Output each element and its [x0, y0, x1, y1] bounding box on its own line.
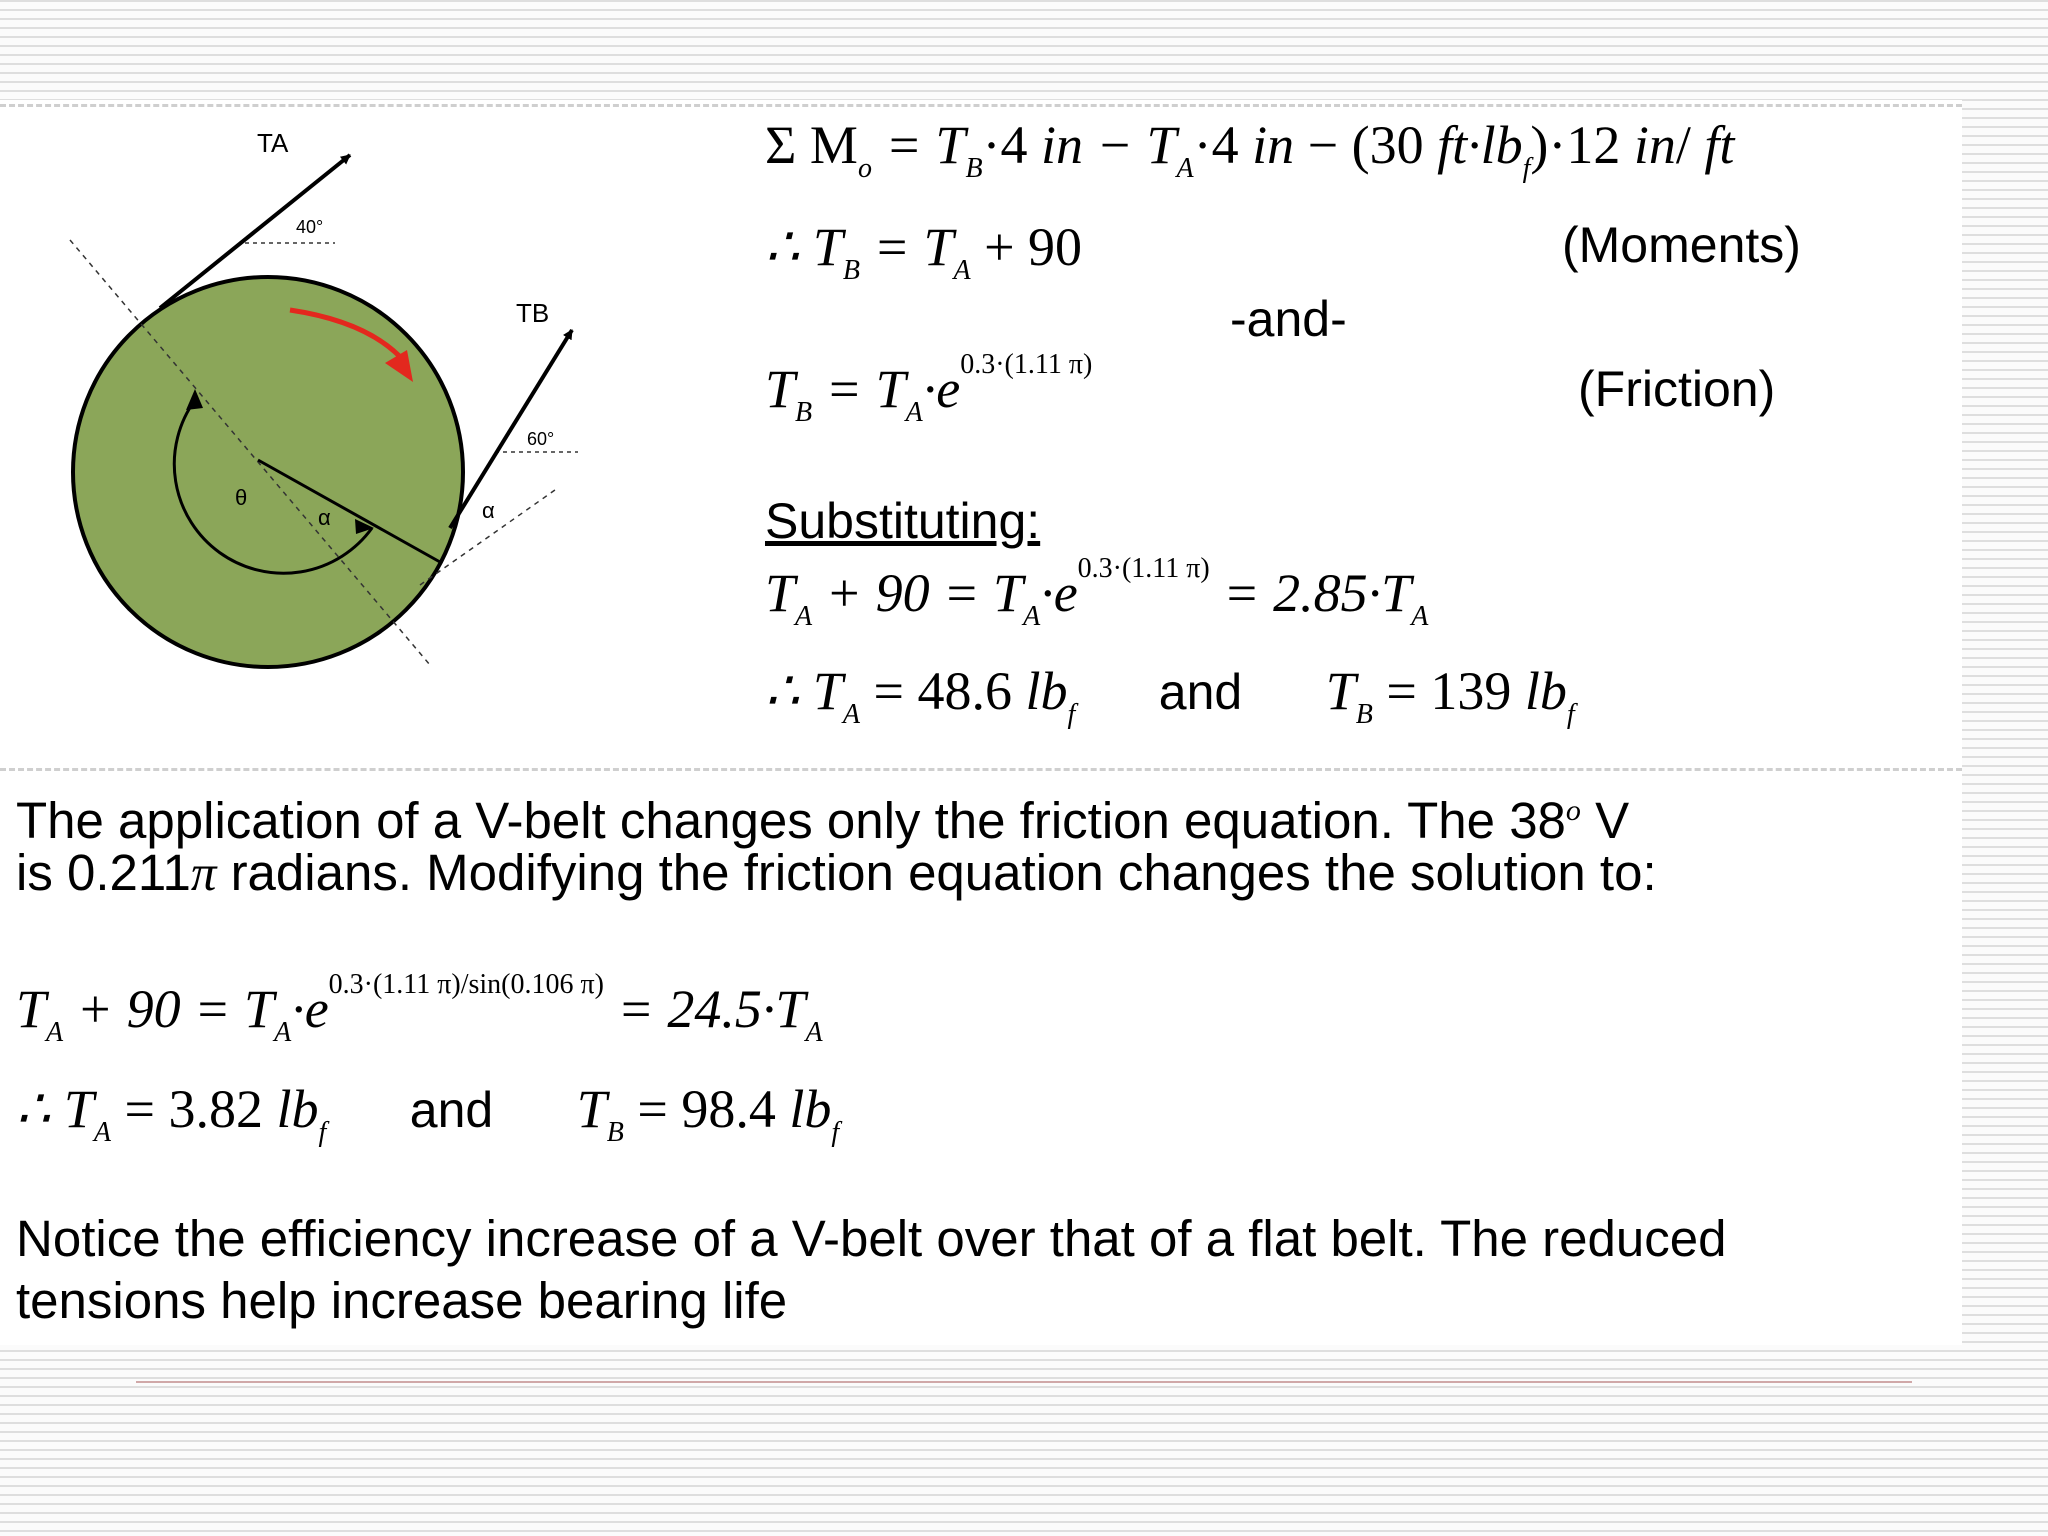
pulley-circle	[73, 277, 463, 667]
vbelt-paragraph-line-2: is 0.211π radians. Modifying the friction equation changes the solution to:	[16, 844, 1657, 902]
vbelt-result: ∴ $T_A = 3.82$ $lb_f$ and $T_B = 98.4$ $lb_f$	[16, 1079, 840, 1148]
substituting-heading: Substituting:	[765, 493, 1041, 549]
notice-line-1: Notice the efficiency increase of a V-belt over that of a flat belt. The reduced	[16, 1210, 1727, 1267]
moments-label: (Moments)	[1562, 217, 1801, 273]
footer-rule	[136, 1381, 1912, 1383]
angle-60-label: 60°	[527, 429, 555, 449]
vbelt-friction-equation: $T_A + 90 = T_A\cdot e^{0.3\cdot(1.11 \pi)/sin(0.106 \pi)} = 24.5\cdot T_A$	[16, 969, 823, 1048]
label-tb: TB	[516, 298, 550, 328]
notice-line-2: tensions help increase bearing life	[16, 1272, 788, 1329]
divider-middle	[0, 768, 1962, 771]
and-label: -and-	[1230, 291, 1347, 347]
therefore-tb-equation: ∴ $T_B = T_A + 90$	[765, 217, 1083, 286]
angle-40-label: 40°	[296, 217, 324, 237]
friction-label: (Friction)	[1578, 361, 1776, 417]
label-ta: TA	[257, 128, 289, 158]
friction-equation: $T_B = T_A\cdot e^{0.3\cdot(1.11 \pi)}$	[765, 349, 1093, 428]
alpha-label-inner: α	[318, 505, 331, 530]
substituted-equation: $T_A + 90 = T_A\cdot e^{0.3\cdot(1.11 \pi)} = 2.85\cdot T_A$	[765, 553, 1429, 632]
flat-belt-result: ∴ $T_A = 48.6$ $lb_f$ and $T_B = 139$ $lb_f$	[765, 661, 1575, 730]
theta-label: θ	[235, 485, 248, 510]
vbelt-paragraph-line-1: The application of a V-belt changes only the friction equation. The 38$^o$ V	[16, 792, 1630, 849]
alpha-label-outer: α	[482, 498, 495, 523]
pulley-diagram	[0, 100, 600, 700]
moment-equation: Σ $M_o = T_B\cdot 4$ in − $T_A\cdot 4$ in − (30 $ft\cdot lb_f)\cdot 12$ in/ ft	[765, 115, 1735, 184]
